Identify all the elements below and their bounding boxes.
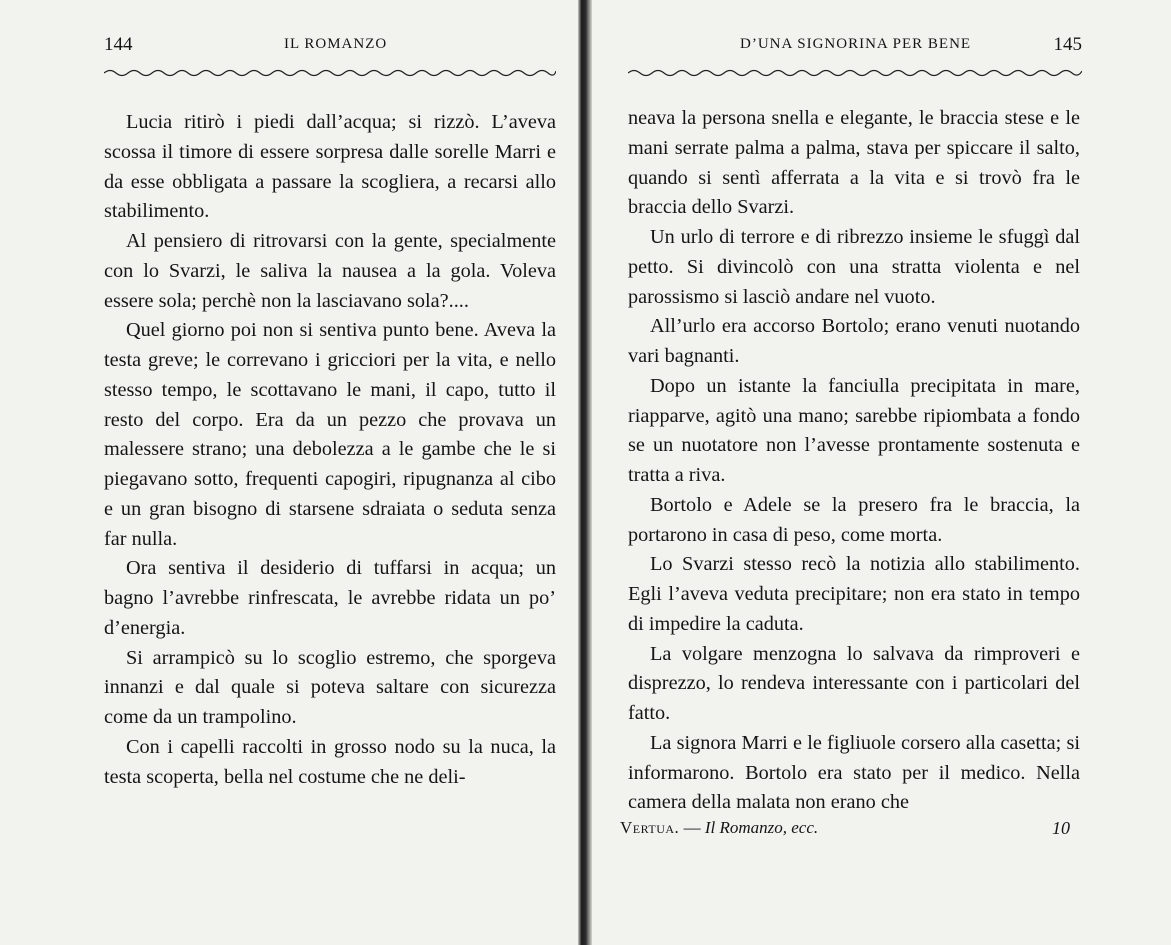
paragraph: Lo Svarzi stesso recò la notizia allo stabilimento. Egli l’aveva veduta precipitare; non era stato in tempo di impedire la caduta. (628, 553, 1080, 635)
right-page (592, 0, 1171, 945)
paragraph: Si arrampicò su lo scoglio estremo, che sporgeva innanzi e dal quale si poteva saltare con sicurezza come da un trampolino. (104, 646, 556, 728)
paragraph: Quel giorno poi non si sentiva punto bene. Aveva la testa greve; le correvano i gricciori per la vita, e nello stesso tempo, le scottavano le mani, il capo, tutto il resto del corpo. Era da un pezzo che provava un malessere strano; una debolezza a le gambe che le si piegavano sotto, frequenti capogiri, ripugnanza al cibo e un gran bisogno di starsene sdraiata o seduta senza far nulla. (104, 319, 556, 550)
footer-title: Il Romanzo, ecc. (704, 818, 819, 837)
paragraph: Lucia ritirò i piedi dall’acqua; si rizzò. L’aveva scossa il timore di essere sorpresa dalle sorelle Marri e da esse obbligata a passare la scogliera, a recarsi allo stabilimento. (104, 111, 556, 223)
left-page-number: 144 (104, 34, 133, 55)
right-page-number: 145 (1053, 34, 1082, 55)
paragraph: Con i capelli raccolti in grosso nodo su la nuca, la testa scoperta, bella nel costume che ne deli- (104, 735, 556, 788)
paragraph: La signora Marri e le figliuole corsero alla casetta; si informarono. Bortolo era stato per il medico. Nella camera della malata non erano che (628, 731, 1080, 814)
left-running-head: IL ROMANZO (284, 36, 388, 52)
signature-mark: 10 (1052, 818, 1070, 838)
left-page (0, 0, 580, 945)
right-ornamental-rule (628, 66, 1082, 80)
paragraph: neava la persona snella e elegante, le braccia stese e le mani serrate palma a palma, stava per spiccare il salto, quando si sentì afferrata a la vita e si trovò fra le braccia dello Svarzi. (628, 107, 1080, 219)
right-running-head: D’UNA SIGNORINA PER BENE (740, 36, 972, 52)
footer-author: Vertua. (620, 818, 680, 837)
paragraph: Al pensiero di ritrovarsi con la gente, specialmente con lo Svarzi, le saliva la nausea a la gola. Voleva essere sola; perchè non la lasciavano sola?.... (104, 230, 556, 312)
paragraph: Dopo un istante la fanciulla precipitata in mare, riapparve, agitò una mano; sarebbe ripiombata a fondo se un nuotatore non l’avesse prontamente sostenuta e tratta a riva. (628, 374, 1080, 486)
paragraph: Bortolo e Adele se la presero fra le braccia, la portarono in casa di peso, come morta. (628, 493, 1080, 546)
paragraph: Ora sentiva il desiderio di tuffarsi in acqua; un bagno l’avrebbe rinfrescata, le avrebbe ridata un po’ d’energia. (104, 557, 556, 639)
left-ornamental-rule (104, 66, 556, 80)
paragraph: All’urlo era accorso Bortolo; erano venuti nuotando vari bagnanti. (628, 315, 1080, 367)
right-body-text (628, 104, 1080, 818)
paragraph: La volgare menzogna lo salvava da rimproveri e disprezzo, lo rendeva interessante con i particolari del fatto. (628, 642, 1080, 724)
book-gutter (578, 0, 592, 945)
left-body-text (104, 108, 556, 792)
footer-dash: — (679, 818, 705, 837)
paragraph: Un urlo di terrore e di ribrezzo insieme le sfuggì dal petto. Si divincolò con una stratta violenta e nel parossismo si lasciò andare nel vuoto. (628, 226, 1080, 308)
right-footer (620, 818, 1070, 838)
